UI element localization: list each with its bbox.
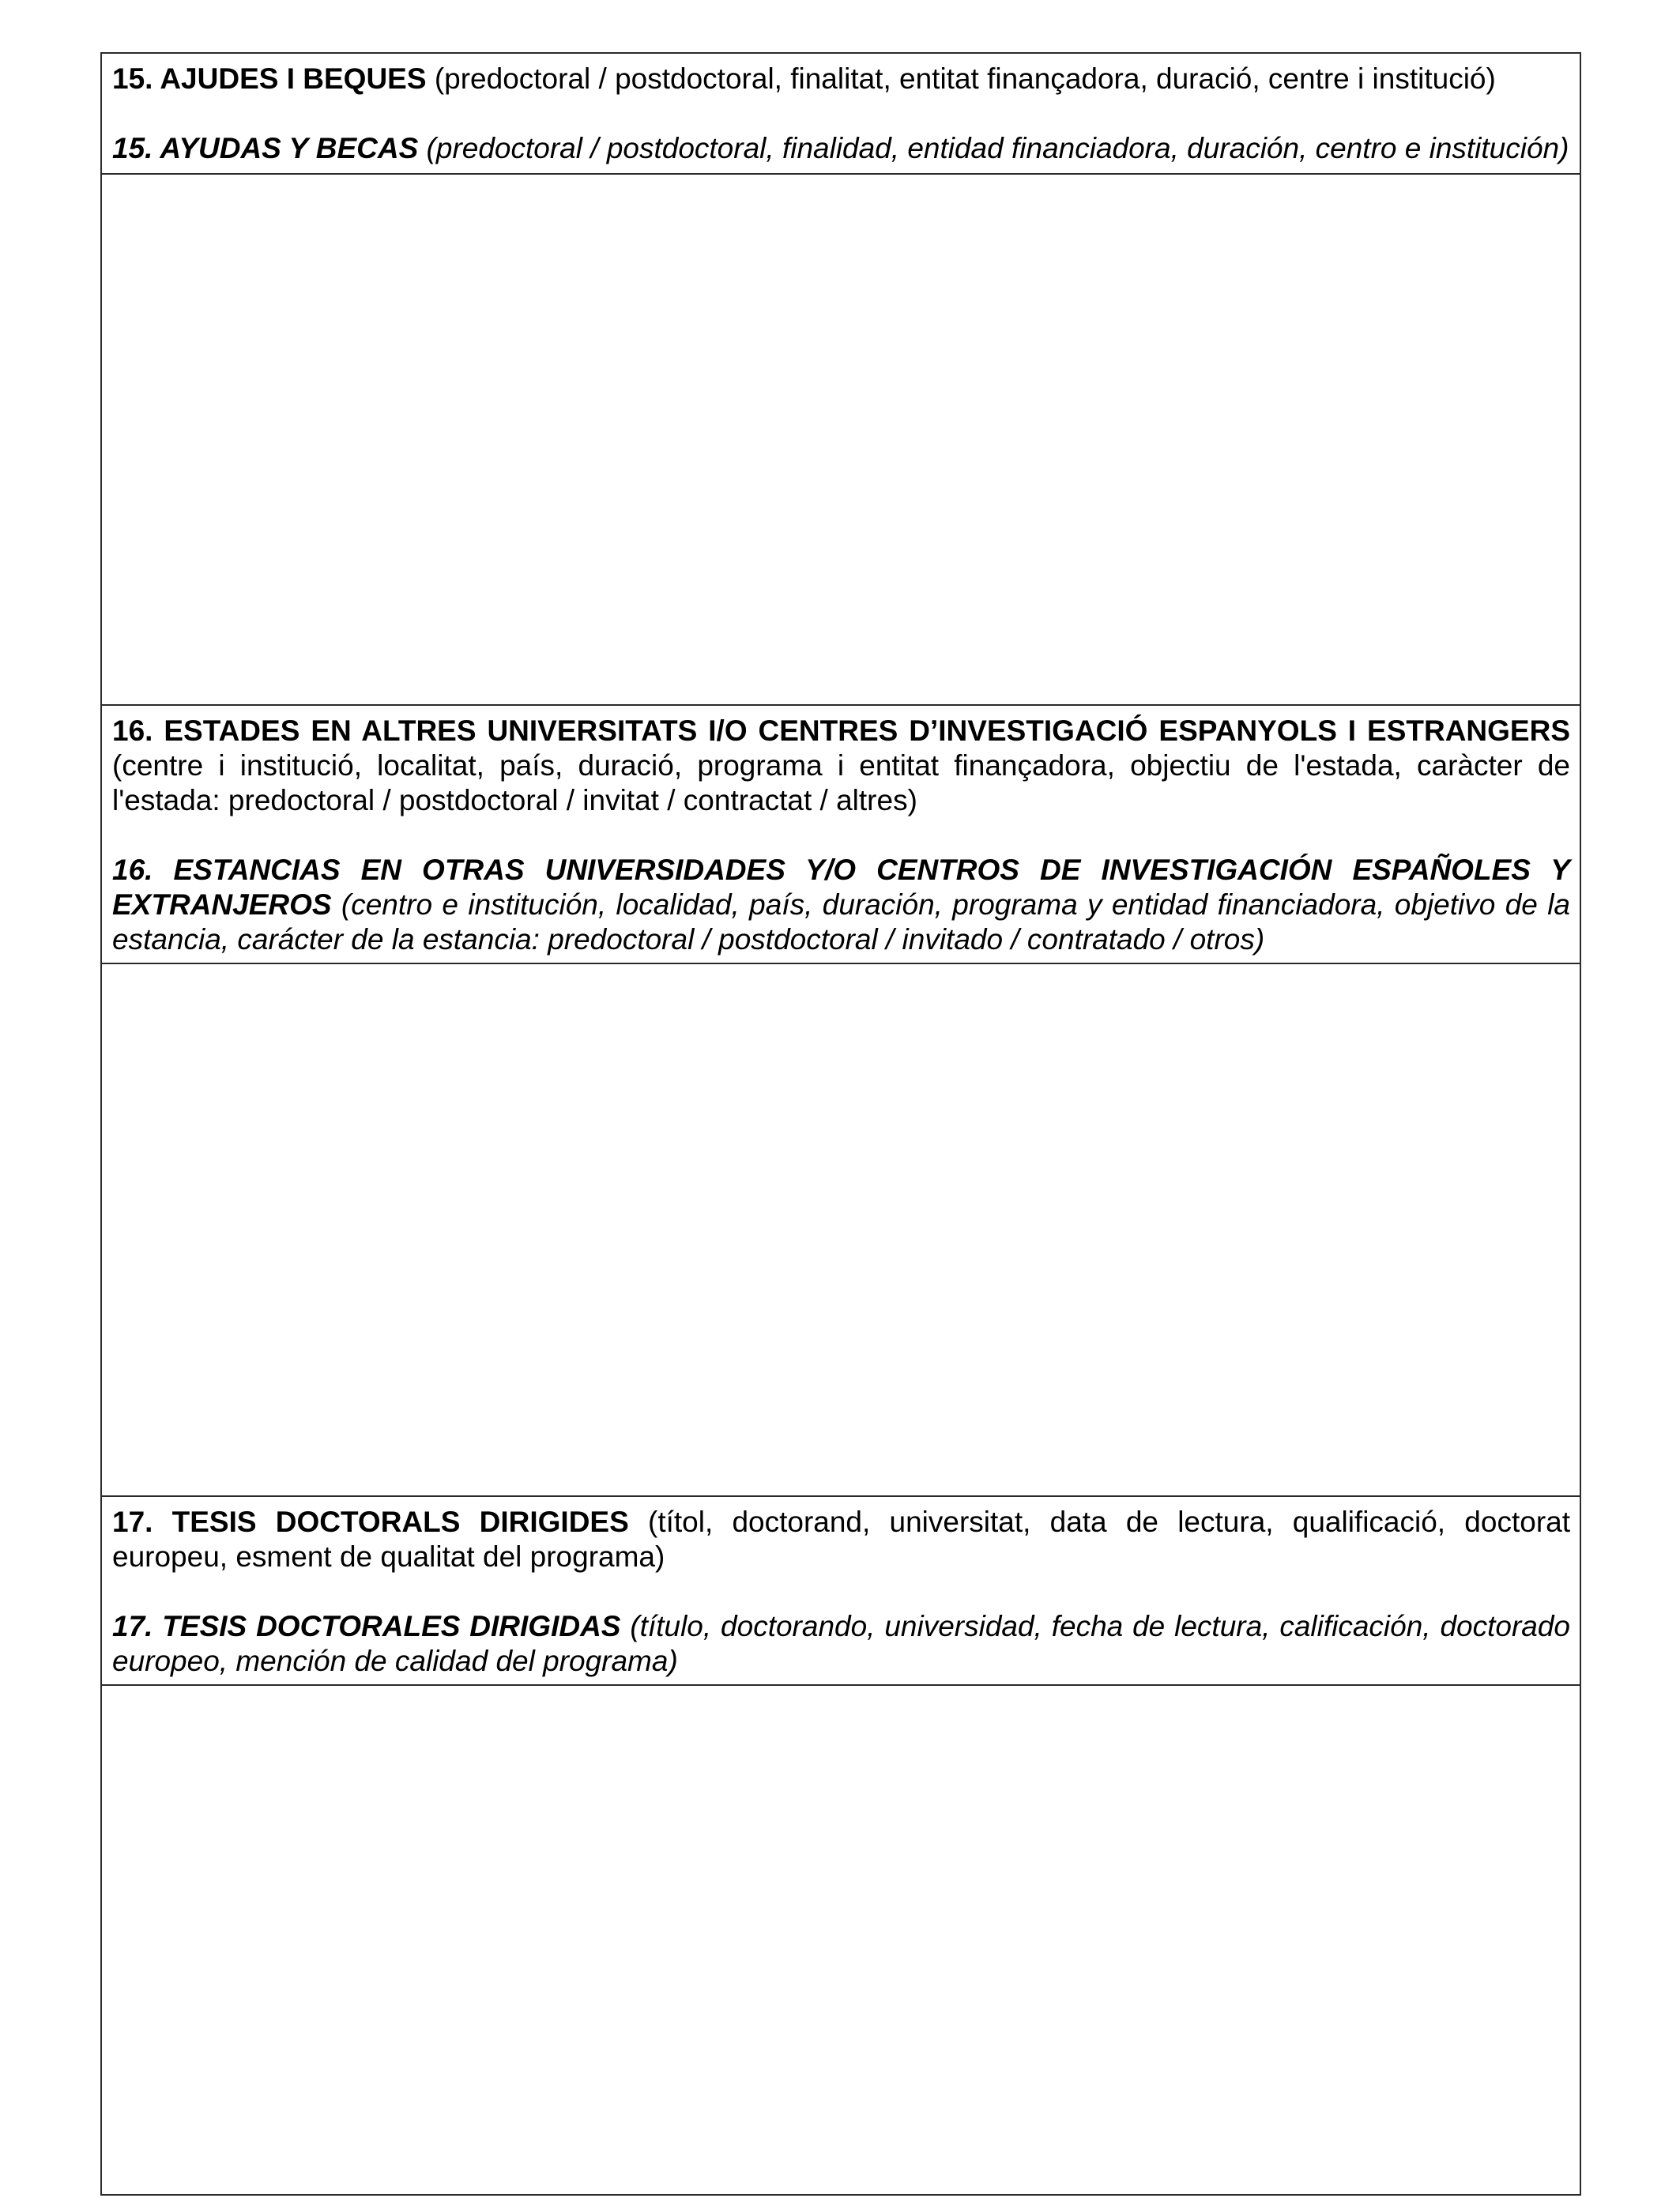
section-16-answer-field[interactable] [102, 964, 1580, 1495]
section-17-spanish-heading [112, 1609, 1570, 1679]
section-17-answer-box [102, 1684, 1580, 2194]
cv-form-table [100, 52, 1581, 2196]
section-16-catalan-title: 16. ESTADES EN ALTRES UNIVERSITATS I/O CENTRES D’INVESTIGACIÓ ESPANYOLS I ESTRANGERS [112, 714, 1570, 747]
section-15-catalan-description: (predoctoral / postdoctoral, finalitat, entitat finançadora, duració, centre i institució) [426, 62, 1496, 95]
section-17-catalan-heading [112, 1505, 1570, 1574]
section-15-catalan-heading [112, 62, 1570, 96]
section-16-answer-box [102, 963, 1580, 1495]
section-15-catalan-title: 15. AJUDES I BEQUES [112, 62, 427, 95]
section-16-catalan-heading [112, 714, 1570, 818]
section-16-spanish-description: (centro e institución, localidad, país, duración, programa y entidad financiadora, objetivo de la estancia, carácter de la estancia: predoctoral / postdoctoral / invitado / contratado / otros) [112, 888, 1570, 956]
section-15-spanish-heading [112, 131, 1570, 166]
section-15-spanish-title: 15. AYUDAS Y BECAS [112, 132, 419, 164]
section-17-spanish-title: 17. TESIS DOCTORALES DIRIGIDAS [112, 1610, 621, 1642]
section-15-spanish-description: (predoctoral / postdoctoral, finalidad, entidad financiadora, duración, centro e institución) [418, 132, 1569, 164]
section-17-spanish-description: (título, doctorando, universidad, fecha de lectura, calificación, doctorado europeo, mención de calidad del programa) [112, 1610, 1571, 1677]
section-16-spanish-heading [112, 853, 1570, 957]
section-16-catalan-description: (centre i institució, localitat, país, duració, programa i entitat finançadora, objectiu de l'estada, caràcter de l'estada: predoctoral / postdoctoral / invitat / contractat / altres) [112, 749, 1570, 816]
section-17-header [102, 1495, 1580, 1684]
section-15-header [102, 54, 1580, 173]
section-17-answer-field[interactable] [102, 1686, 1580, 2194]
section-15-answer-box [102, 173, 1580, 704]
section-16-spanish-title: 16. ESTANCIAS EN OTRAS UNIVERSIDADES Y/O CENTROS DE INVESTIGACIÓN ESPAÑOLES Y EXTRANJEROS [112, 854, 1570, 921]
section-17-catalan-title: 17. TESIS DOCTORALS DIRIGIDES [112, 1506, 629, 1538]
section-16-header [102, 704, 1580, 963]
section-17-catalan-description: (títol, doctorand, universitat, data de lectura, qualificació, doctorat europeu, esment de qualitat del programa) [112, 1506, 1570, 1573]
section-15-answer-field[interactable] [102, 175, 1580, 704]
